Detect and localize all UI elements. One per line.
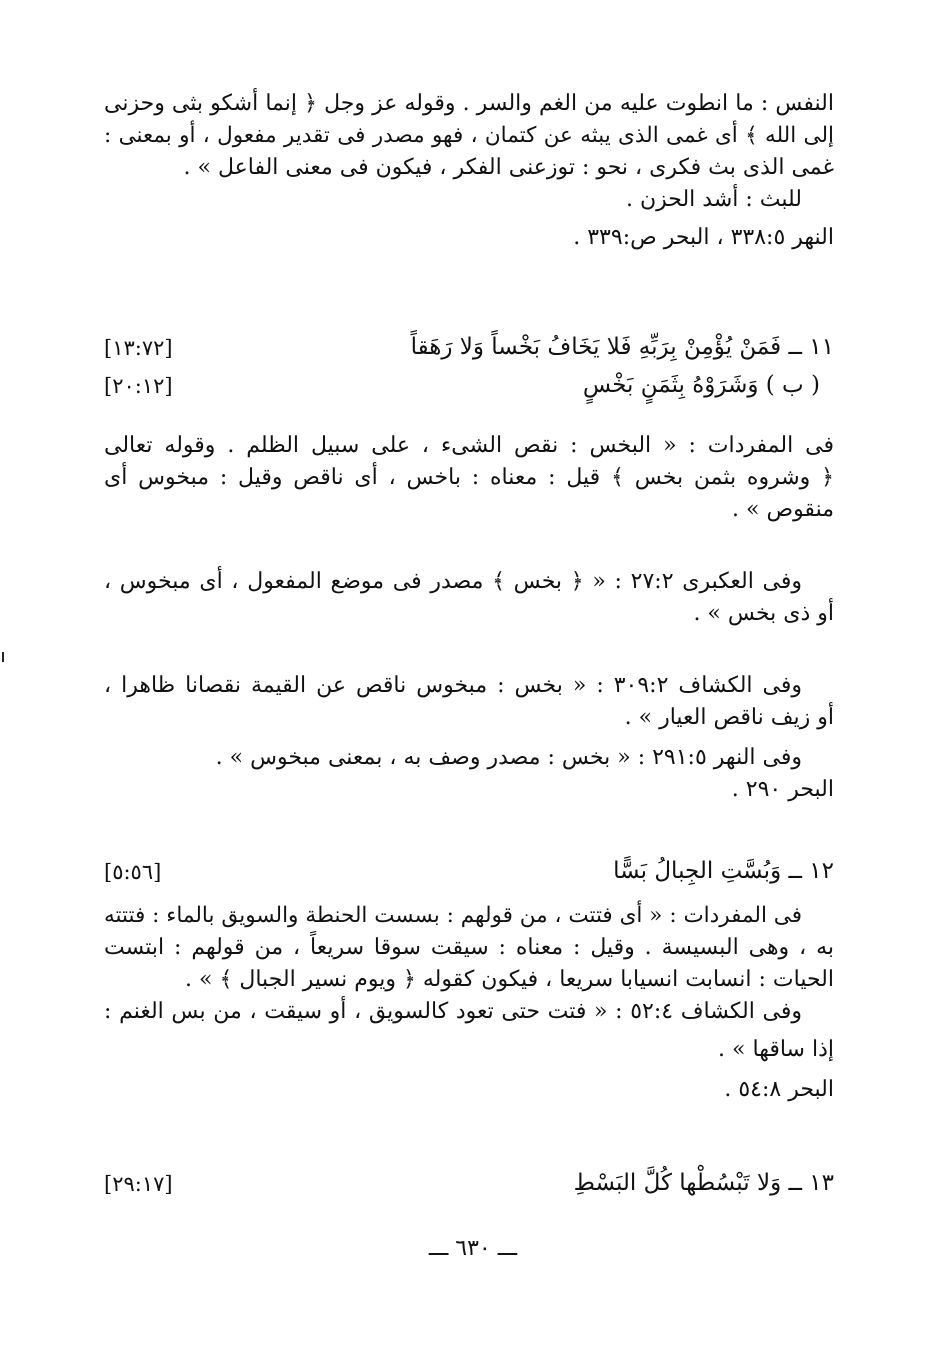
- page-number: ـــ ٦٣٠ ـــ: [428, 1236, 518, 1261]
- quran-verse: ١٢ ــ وَبُسَّتِ الجِبالُ بَسًّا: [613, 858, 834, 884]
- text-line: وفى الكشاف ٣٠٩:٢ : « بخس : مبخوس ناقص عن القيمة نقصانا ظاهرا ،: [104, 673, 802, 698]
- text-line: وفى الكشاف ٥٢:٤ : « فتت حتى تعود كالسويق ، أو سيقت ، من بس الغنم :: [104, 999, 802, 1024]
- quran-verse: ١٣ ــ وَلا تَبْسُطْها كُلَّ البَسْطِ: [573, 1170, 834, 1196]
- entry-11b: [104, 372, 834, 406]
- text-line: إذا ساقها » .: [718, 1037, 834, 1062]
- paragraph-2: [104, 430, 834, 526]
- text-line: إلى الله ﴾ أى غمى الذى يبثه عن كتمان ، فهو مصدر فى تقدير مفعول ، أو بمعنى :: [104, 123, 834, 148]
- entry-11: [104, 334, 834, 368]
- text-line: أو ذى بخس » .: [693, 601, 834, 626]
- text-line: منقوص » .: [732, 497, 834, 522]
- text-line: وفى العكبرى ٢٧:٢ : « ﴿ بخس ﴾ مصدر فى موضع المفعول ، أى مبخوس ،: [104, 569, 802, 594]
- text-line: وفى النهر ٢٩١:٥ : « بخس : مصدر وصف به ، بمعنى مبخوس » .: [215, 745, 802, 770]
- text-line: النفس : ما انطوت عليه من الغم والسر . وقوله عز وجل ﴿ إنما أشكو بثى وحزنى: [104, 91, 834, 116]
- verse-reference: [٢٩:١٧]: [104, 1172, 173, 1196]
- text-line: أو زيف ناقص العيار » .: [624, 705, 834, 730]
- quran-verse: ١١ ــ فَمَنْ يُؤْمِنْ بِرَبِّهِ فَلا يَخَافُ بَخْساً وَلا رَهَقاً: [410, 334, 834, 360]
- text-line: الحيات : انسابت انسيابا سريعا ، فيكون كقوله ﴿ ويوم نسير الجبال ﴾ » .: [185, 967, 834, 992]
- verse-reference: [٢٠:١٢]: [104, 374, 173, 398]
- text-line: فى المفردات : « أى فتتت ، من قولهم : بسست الحنطة والسويق بالماء : فتتته: [104, 903, 802, 928]
- source-citation: البحر ٥٤:٨ .: [724, 1077, 834, 1102]
- margin-mark: [2, 652, 4, 662]
- paragraph-3: [104, 566, 834, 630]
- source-citation: النهر ٣٣٨:٥ ، البحر ص:٣٣٩ .: [573, 225, 834, 250]
- text-line: للبث : أشد الحزن .: [625, 187, 802, 212]
- paragraph-4: [104, 670, 834, 806]
- text-line: فى المفردات : « البخس : نقص الشىء ، على سبيل الظلم . وقوله تعالى: [104, 433, 834, 458]
- entry-13: [104, 1170, 834, 1204]
- text-line: به ، وهى البسيسة . وقيل : معناه : سيقت سوقا سريعاً ، من قولهم : ابتست: [104, 935, 834, 960]
- quran-verse: ( ب ) وَشَرَوْهُ بِثَمَنٍ بَخْسٍ: [582, 372, 820, 398]
- text-line: ﴿ وشروه بثمن بخس ﴾ قيل : معناه : باخس ، أى ناقص وقيل : مبخوس أى: [104, 465, 834, 490]
- text-line: غمى الذى بث فكرى ، نحو : توزعنى الفكر ، فيكون فى معنى الفاعل » .: [183, 155, 834, 180]
- verse-reference: [١٣:٧٢]: [104, 336, 173, 360]
- source-citation: البحر ٢٩٠ .: [731, 777, 834, 802]
- entry-12: [104, 858, 834, 892]
- verse-reference: [٥:٥٦]: [104, 860, 162, 884]
- paragraph-1: [104, 88, 834, 254]
- paragraph-5: [104, 900, 834, 1106]
